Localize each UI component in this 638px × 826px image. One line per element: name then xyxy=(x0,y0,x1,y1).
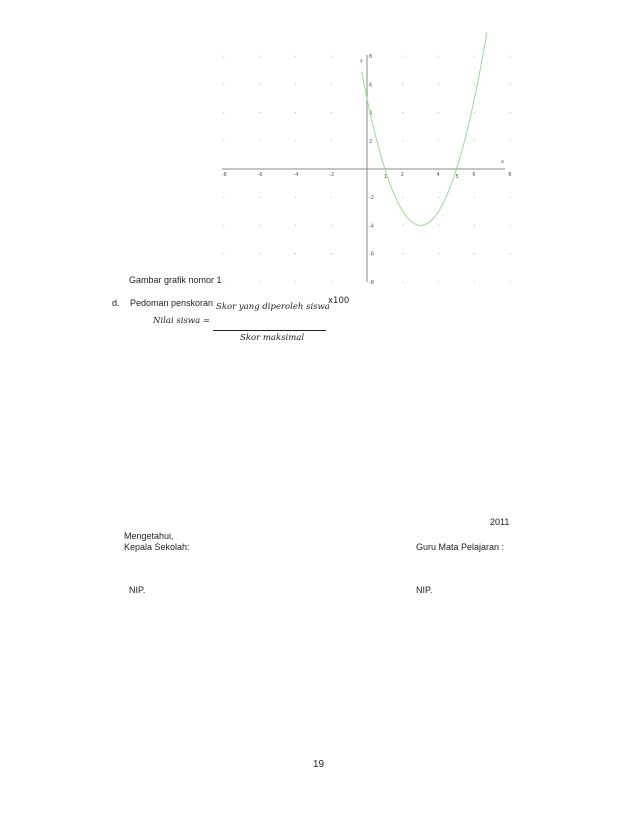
grid-dot xyxy=(402,140,403,141)
grid-dot xyxy=(474,225,475,226)
grid-dot xyxy=(402,281,403,282)
grid-dot xyxy=(402,112,403,113)
grid-dot xyxy=(259,225,260,226)
y-tick-label: -6 xyxy=(369,251,374,258)
formula-lhs: Nilai siswa = xyxy=(153,316,210,326)
signature-year: 2011 xyxy=(490,517,510,527)
y-tick-label: -4 xyxy=(369,223,374,230)
x-tick-label: -4 xyxy=(293,172,299,178)
y-tick-label: 4 xyxy=(369,110,373,117)
grid-dot xyxy=(510,140,511,141)
grid-dot xyxy=(223,56,224,57)
grid-dot xyxy=(331,56,332,57)
grid-dot xyxy=(295,253,296,254)
grid-dot xyxy=(223,225,224,226)
fraction-bar xyxy=(213,330,326,331)
grid-dot xyxy=(223,253,224,254)
y-tick-label: -2 xyxy=(369,195,374,202)
grid-dot xyxy=(474,84,475,85)
grid-dot xyxy=(295,225,296,226)
grid-dot xyxy=(474,56,475,57)
grid-dot xyxy=(259,197,260,198)
grid-dot xyxy=(295,84,296,85)
signature-left-line2: Kepala Sekolah: xyxy=(124,542,190,552)
formula-numerator: Skor yang diperoleh siswa xyxy=(216,302,330,312)
figure-caption: Gambar grafik nomor 1 xyxy=(129,275,222,285)
x-tick-label: 8 xyxy=(508,172,512,178)
signature-right-nip: NIP. xyxy=(416,585,433,595)
grid-dot xyxy=(295,112,296,113)
grid-dot xyxy=(438,112,439,113)
grid-dot xyxy=(223,112,224,113)
section-letter: d. xyxy=(112,298,120,308)
grid-dot xyxy=(402,253,403,254)
grid-dot xyxy=(438,84,439,85)
grid-dot xyxy=(331,225,332,226)
x-tick-label: 2 xyxy=(400,172,404,178)
section-label: Pedoman penskoran xyxy=(130,298,214,308)
grid-dot xyxy=(223,140,224,141)
y-tick-label: 6 xyxy=(369,82,373,89)
grid-dot xyxy=(402,225,403,226)
grid-dot xyxy=(331,281,332,282)
grid-dot xyxy=(295,56,296,57)
grid-dot xyxy=(259,56,260,57)
grid-dot xyxy=(223,84,224,85)
grid-dot xyxy=(474,253,475,254)
quadratic-graph xyxy=(0,0,638,300)
grid-dot xyxy=(259,140,260,141)
grid-dot xyxy=(510,253,511,254)
grid-dot xyxy=(474,140,475,141)
y-tick-label: 2 xyxy=(369,138,373,145)
grid-dot xyxy=(331,84,332,85)
grid-dot xyxy=(474,281,475,282)
x-tick-label: -2 xyxy=(329,172,335,178)
page-number: 19 xyxy=(313,759,325,770)
y-tick-label: 8 xyxy=(369,54,373,61)
grid-dot xyxy=(402,56,403,57)
y-axis-label: y xyxy=(360,58,363,64)
x-tick-label: -6 xyxy=(257,172,263,178)
grid-dot xyxy=(438,56,439,57)
x-root-label: 5 xyxy=(455,174,459,180)
x-tick-label: 4 xyxy=(436,172,440,178)
parabola-curve xyxy=(362,32,487,225)
grid-dot xyxy=(402,84,403,85)
grid-dot xyxy=(331,253,332,254)
grid-dot xyxy=(223,281,224,282)
grid-dot xyxy=(474,112,475,113)
grid-dot xyxy=(510,56,511,57)
grid-dot xyxy=(331,140,332,141)
grid-dot xyxy=(510,84,511,85)
grid-dot xyxy=(259,84,260,85)
grid-dot xyxy=(259,253,260,254)
grid-dot xyxy=(259,281,260,282)
signature-left-nip: NIP. xyxy=(129,585,146,595)
grid-dot xyxy=(331,197,332,198)
formula-multiplier: x100 xyxy=(328,296,350,306)
grid-dot xyxy=(510,112,511,113)
x-axis-label: x xyxy=(501,159,504,165)
grid-dot xyxy=(223,197,224,198)
grid-dot xyxy=(295,281,296,282)
y-tick-label: -8 xyxy=(369,279,374,286)
grid-dot xyxy=(402,197,403,198)
grid-dot xyxy=(438,225,439,226)
grid-dot xyxy=(438,253,439,254)
grid-dot xyxy=(259,112,260,113)
signature-right-title: Guru Mata Pelajaran : xyxy=(416,542,505,552)
grid-dot xyxy=(331,112,332,113)
grid-dot xyxy=(438,281,439,282)
grid-dot xyxy=(510,225,511,226)
grid-dot xyxy=(295,140,296,141)
formula-denominator: Skor maksimal xyxy=(240,333,305,343)
grid-dot xyxy=(510,197,511,198)
grid-dot xyxy=(438,140,439,141)
x-tick-label: -8 xyxy=(221,172,227,178)
signature-left-line1: Mengetahui, xyxy=(124,531,174,541)
grid-dot xyxy=(474,197,475,198)
grid-dot xyxy=(510,281,511,282)
grid-dot xyxy=(438,197,439,198)
x-root-label: 1 xyxy=(383,174,388,180)
x-tick-label: 6 xyxy=(472,172,476,178)
grid-dot xyxy=(295,197,296,198)
